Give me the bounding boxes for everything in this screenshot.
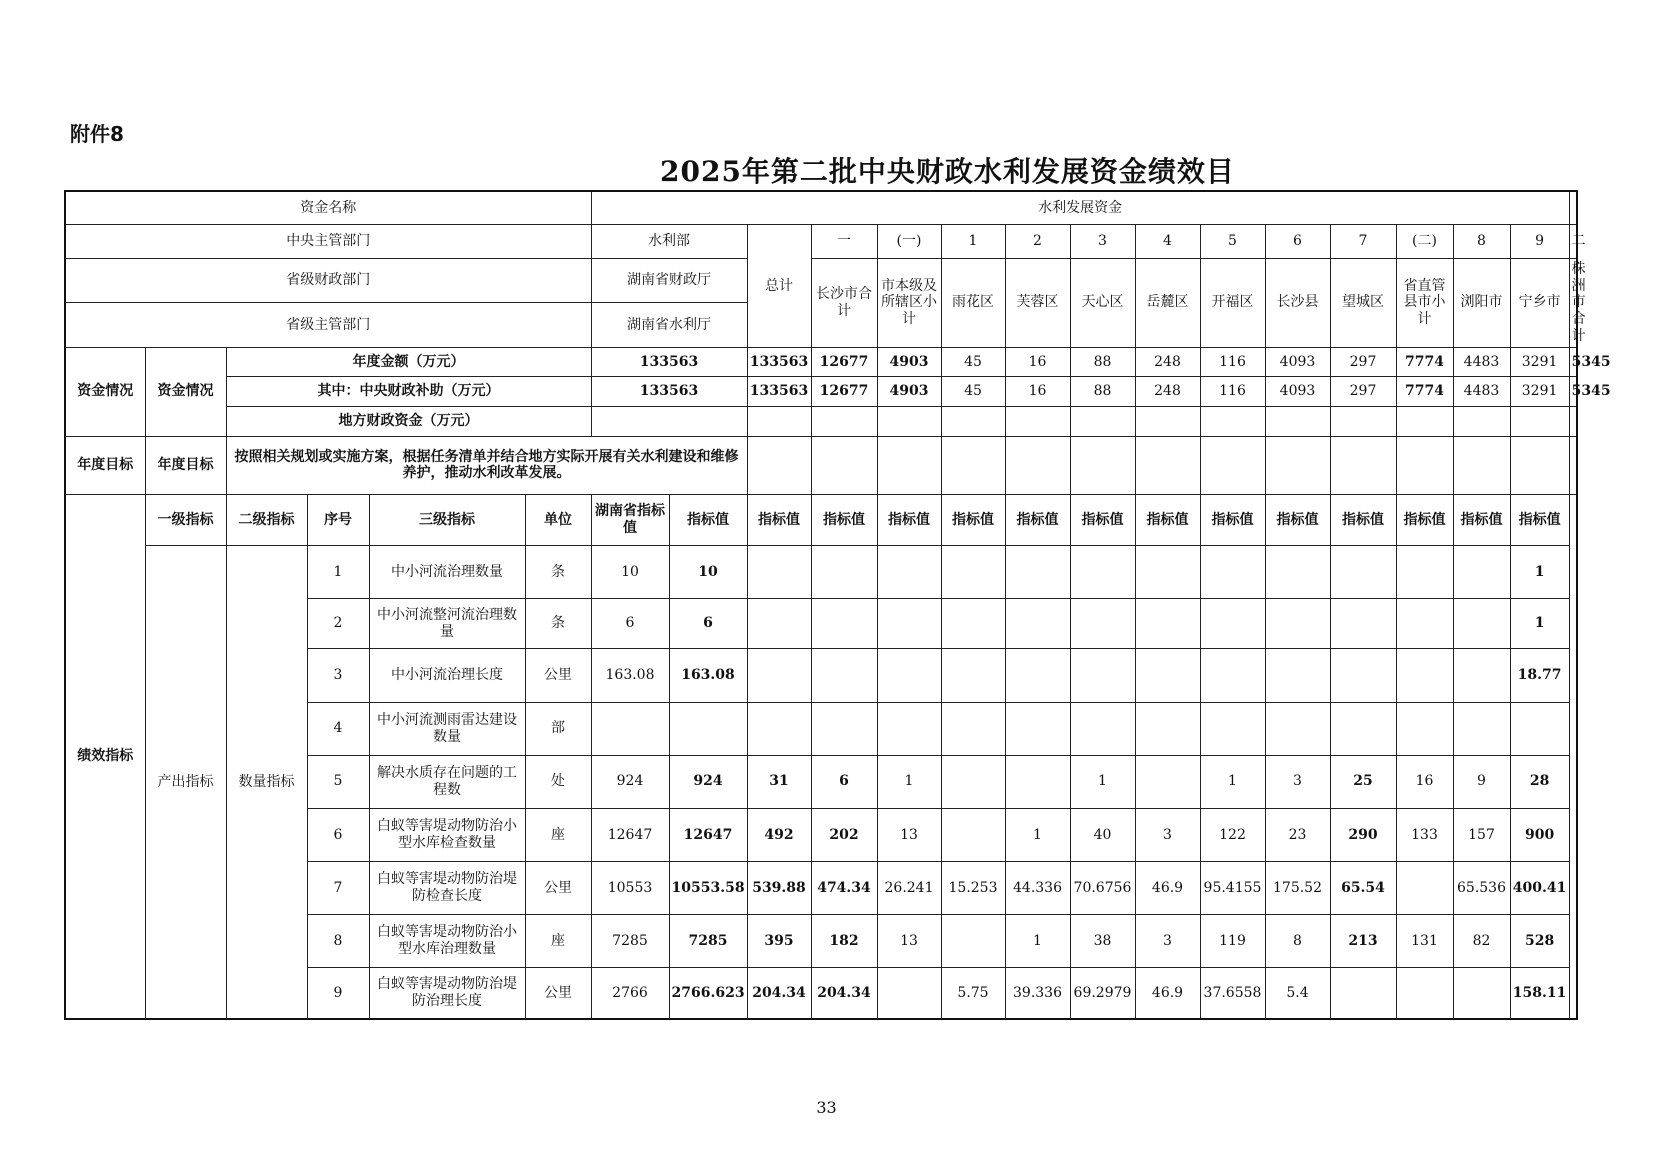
central-subsidy-value: 248	[1135, 377, 1200, 407]
indicator-total-value: 924	[669, 755, 747, 808]
indicator-value	[1070, 649, 1135, 702]
local-funds-total	[591, 407, 747, 437]
indicator-total-value: 10	[669, 546, 747, 599]
indicator-seq: 1	[307, 546, 369, 599]
annual-amount-value: 7774	[1396, 347, 1453, 377]
indicator-value	[1396, 649, 1453, 702]
central-subsidy-value: 16	[1005, 377, 1070, 407]
annual-goal-cell	[1135, 436, 1200, 494]
indicator-value	[1396, 702, 1453, 755]
indicator-value	[941, 649, 1005, 702]
indicator-value	[877, 546, 941, 599]
indicator-value	[1330, 599, 1396, 649]
prov-finance-value: 湖南省财政厅	[591, 258, 747, 302]
indicator-value: 18.77	[1510, 649, 1569, 702]
indicator-seq: 3	[307, 649, 369, 702]
indicator-value: 528	[1510, 915, 1569, 968]
indicator-hunan-value: 12647	[591, 808, 669, 861]
central-subsidy-value: 116	[1200, 377, 1265, 407]
annual-amount-sum: 133563	[747, 347, 811, 377]
indicator-seq: 8	[307, 915, 369, 968]
local-funds-sum	[747, 407, 811, 437]
indicator-value: 204.34	[747, 968, 811, 1019]
local-funds-value	[1396, 407, 1453, 437]
page-number: 33	[816, 1098, 837, 1117]
level1-value: 产出指标	[145, 546, 226, 1019]
annual-amount-value: 248	[1135, 347, 1200, 377]
annual-goal-cell	[1510, 436, 1569, 494]
fund-name-value: 水利发展资金	[591, 191, 1569, 225]
indicator-value: 9	[1453, 755, 1510, 808]
indicator-total-value: 163.08	[669, 649, 747, 702]
value-header: 指标值	[747, 495, 811, 546]
local-funds-value	[811, 407, 877, 437]
indicator-unit: 条	[525, 546, 591, 599]
indicator-unit: 座	[525, 915, 591, 968]
annual-goal-cell	[1200, 436, 1265, 494]
col-name: 株洲市合计	[1569, 258, 1577, 347]
indicator-value: 182	[811, 915, 877, 968]
fund-name-label: 资金名称	[65, 191, 591, 225]
indicator-value	[1005, 599, 1070, 649]
indicator-value: 38	[1070, 915, 1135, 968]
value-header: 指标值	[1396, 495, 1453, 546]
annual-goal-cell	[1265, 436, 1330, 494]
indicator-hunan-value: 163.08	[591, 649, 669, 702]
indicator-value	[811, 649, 877, 702]
local-funds-value	[1005, 407, 1070, 437]
indicator-value	[1200, 702, 1265, 755]
indicator-value	[1200, 649, 1265, 702]
annual-amount-value: 3291	[1510, 347, 1569, 377]
value-header: 指标值	[1005, 495, 1070, 546]
indicator-value	[1453, 546, 1510, 599]
col-name: 芙蓉区	[1005, 258, 1070, 347]
indicator-value: 39.336	[1005, 968, 1070, 1019]
indicator-value: 204.34	[811, 968, 877, 1019]
indicator-value: 13	[877, 808, 941, 861]
annual-amount-value: 12677	[811, 347, 877, 377]
value-header: 指标值	[811, 495, 877, 546]
indicator-total-value: 12647	[669, 808, 747, 861]
indicator-value	[877, 649, 941, 702]
annual-amount-value: 5345	[1569, 347, 1577, 377]
indicator-seq: 6	[307, 808, 369, 861]
indicator-value	[941, 755, 1005, 808]
indicator-value: 15.253	[941, 861, 1005, 914]
level3-header: 三级指标	[369, 495, 525, 546]
indicator-value: 131	[1396, 915, 1453, 968]
value-header: 指标值	[669, 495, 747, 546]
indicator-total-value	[669, 702, 747, 755]
indicator-unit: 公里	[525, 649, 591, 702]
local-funds-value	[1569, 407, 1577, 437]
indicator-total-value: 2766.623	[669, 968, 747, 1019]
indicator-unit: 条	[525, 599, 591, 649]
central-subsidy-total: 133563	[591, 377, 747, 407]
indicator-value	[1005, 546, 1070, 599]
indicator-value	[1005, 755, 1070, 808]
local-funds-value	[1265, 407, 1330, 437]
indicator-value: 400.41	[1510, 861, 1569, 914]
indicator-hunan-value: 6	[591, 599, 669, 649]
indicator-unit: 座	[525, 808, 591, 861]
indicator-value: 3	[1265, 755, 1330, 808]
col-code: 9	[1510, 225, 1569, 259]
indicator-value	[1070, 546, 1135, 599]
value-header: 指标值	[1510, 495, 1569, 546]
indicator-hunan-value: 7285	[591, 915, 669, 968]
col-code: 8	[1453, 225, 1510, 259]
indicator-value	[877, 702, 941, 755]
level2-value: 数量指标	[226, 546, 307, 1019]
indicator-value	[1135, 649, 1200, 702]
central-dept-label: 中央主管部门	[65, 225, 591, 259]
col-code: (二)	[1396, 225, 1453, 259]
central-dept-value: 水利部	[591, 225, 747, 259]
indicator-total-value: 6	[669, 599, 747, 649]
central-subsidy-value: 7774	[1396, 377, 1453, 407]
col-code: 5	[1200, 225, 1265, 259]
indicator-value: 158.11	[1510, 968, 1569, 1019]
indicator-hunan-value: 10553	[591, 861, 669, 914]
indicator-value	[1005, 649, 1070, 702]
annual-amount-value: 4093	[1265, 347, 1330, 377]
indicator-value	[1453, 599, 1510, 649]
indicator-value	[1005, 702, 1070, 755]
indicator-value: 900	[1510, 808, 1569, 861]
annual-goal-sublabel: 年度目标	[145, 436, 226, 494]
col-name: 宁乡市	[1510, 258, 1569, 347]
funds-group-label: 资金情况	[65, 347, 145, 436]
indicator-value	[941, 546, 1005, 599]
indicator-value	[747, 599, 811, 649]
indicator-seq: 2	[307, 599, 369, 649]
local-funds-value	[1330, 407, 1396, 437]
annual-amount-value: 116	[1200, 347, 1265, 377]
funds-subgroup-label: 资金情况	[145, 347, 226, 436]
indicator-value	[1070, 702, 1135, 755]
indicator-hunan-value: 2766	[591, 968, 669, 1019]
indicator-value: 3	[1135, 808, 1200, 861]
annual-amount-label: 年度金额（万元）	[226, 347, 591, 377]
indicator-value: 23	[1265, 808, 1330, 861]
indicator-value	[1070, 599, 1135, 649]
col-name: 浏阳市	[1453, 258, 1510, 347]
indicator-value: 1	[1005, 915, 1070, 968]
indicator-hunan-value	[591, 702, 669, 755]
central-subsidy-value: 5345	[1569, 377, 1577, 407]
indicator-value: 3	[1135, 915, 1200, 968]
performance-section-label: 绩效指标	[65, 495, 145, 1019]
prov-finance-label: 省级财政部门	[65, 258, 591, 302]
local-funds-value	[1070, 407, 1135, 437]
indicator-value: 122	[1200, 808, 1265, 861]
central-subsidy-value: 3291	[1510, 377, 1569, 407]
col-name: 长沙县	[1265, 258, 1330, 347]
local-funds-value	[1200, 407, 1265, 437]
indicator-value: 119	[1200, 915, 1265, 968]
col-code: 7	[1330, 225, 1396, 259]
central-subsidy-value: 4093	[1265, 377, 1330, 407]
col-name: 长沙市合计	[811, 258, 877, 347]
indicator-value: 8	[1265, 915, 1330, 968]
indicator-value	[747, 702, 811, 755]
indicator-value	[877, 599, 941, 649]
local-funds-value	[1453, 407, 1510, 437]
indicator-value	[1396, 968, 1453, 1019]
level2-header: 二级指标	[226, 495, 307, 546]
indicator-value: 95.4155	[1200, 861, 1265, 914]
indicator-value	[1453, 968, 1510, 1019]
indicator-name: 中小河流治理长度	[369, 649, 525, 702]
annual-amount-value: 45	[941, 347, 1005, 377]
central-subsidy-value: 4903	[877, 377, 941, 407]
value-header: 指标值	[1135, 495, 1200, 546]
col-name: 雨花区	[941, 258, 1005, 347]
attachment-label: 附件8	[70, 122, 124, 146]
value-header: 指标值	[1265, 495, 1330, 546]
annual-goal-cell	[877, 436, 941, 494]
value-header: 指标值	[941, 495, 1005, 546]
indicator-value	[1453, 702, 1510, 755]
indicator-value	[1330, 546, 1396, 599]
indicator-name: 白蚁等害堤动物防治小型水库检查数量	[369, 808, 525, 861]
central-subsidy-label: 其中：中央财政补助（万元）	[226, 377, 591, 407]
indicator-value: 26.241	[877, 861, 941, 914]
value-header: 指标值	[1330, 495, 1396, 546]
indicator-name: 中小河流测雨雷达建设数量	[369, 702, 525, 755]
indicator-unit: 处	[525, 755, 591, 808]
central-subsidy-sum: 133563	[747, 377, 811, 407]
indicator-value: 1	[1200, 755, 1265, 808]
indicator-value: 1	[1510, 546, 1569, 599]
indicator-value	[811, 702, 877, 755]
indicator-seq: 9	[307, 968, 369, 1019]
total-header: 总计	[747, 225, 811, 348]
local-funds-value	[877, 407, 941, 437]
indicator-value: 46.9	[1135, 861, 1200, 914]
indicator-value: 82	[1453, 915, 1510, 968]
value-header: 指标值	[1453, 495, 1510, 546]
indicator-value	[1200, 599, 1265, 649]
indicator-value: 133	[1396, 808, 1453, 861]
annual-goal-cell	[1453, 436, 1510, 494]
indicator-value	[1396, 861, 1453, 914]
col-name: 省直管县市小计	[1396, 258, 1453, 347]
indicator-value	[1396, 546, 1453, 599]
col-name: 市本级及所辖区小计	[877, 258, 941, 347]
value-header: 指标值	[877, 495, 941, 546]
annual-amount-value: 4483	[1453, 347, 1510, 377]
indicator-value	[1135, 755, 1200, 808]
indicator-value: 65.54	[1330, 861, 1396, 914]
indicator-value	[811, 546, 877, 599]
indicator-value	[1265, 702, 1330, 755]
annual-goal-cell	[1569, 436, 1577, 494]
indicator-value: 1	[1005, 808, 1070, 861]
annual-goal-sum	[747, 436, 811, 494]
indicator-hunan-value: 10	[591, 546, 669, 599]
annual-amount-value: 88	[1070, 347, 1135, 377]
col-code: 2	[1005, 225, 1070, 259]
local-funds-value	[941, 407, 1005, 437]
col-code: 二	[1569, 225, 1577, 259]
col-code: 6	[1265, 225, 1330, 259]
prov-dept-value: 湖南省水利厅	[591, 303, 747, 347]
prov-dept-label: 省级主管部门	[65, 303, 591, 347]
indicator-value	[941, 808, 1005, 861]
indicator-value: 290	[1330, 808, 1396, 861]
indicator-value	[1135, 702, 1200, 755]
annual-amount-value: 4903	[877, 347, 941, 377]
indicator-value	[1265, 649, 1330, 702]
col-code: 1	[941, 225, 1005, 259]
indicator-name: 解决水质存在问题的工程数	[369, 755, 525, 808]
col-code: 4	[1135, 225, 1200, 259]
indicator-unit: 公里	[525, 861, 591, 914]
indicator-row	[65, 546, 1577, 599]
indicator-value	[811, 599, 877, 649]
indicator-value	[1265, 546, 1330, 599]
indicator-value: 46.9	[1135, 968, 1200, 1019]
indicator-value: 31	[747, 755, 811, 808]
central-subsidy-value: 45	[941, 377, 1005, 407]
indicator-name: 白蚁等害堤动物防治堤防检查长度	[369, 861, 525, 914]
annual-amount-total: 133563	[591, 347, 747, 377]
indicator-name: 白蚁等害堤动物防治堤防治理长度	[369, 968, 525, 1019]
indicator-value: 28	[1510, 755, 1569, 808]
indicator-value	[941, 599, 1005, 649]
indicator-value: 6	[811, 755, 877, 808]
indicator-unit: 公里	[525, 968, 591, 1019]
annual-goal-cell	[1330, 436, 1396, 494]
indicator-seq: 5	[307, 755, 369, 808]
col-code: 3	[1070, 225, 1135, 259]
indicator-value: 65.536	[1453, 861, 1510, 914]
indicator-value	[747, 546, 811, 599]
indicator-total-value: 10553.58	[669, 861, 747, 914]
indicator-name: 白蚁等害堤动物防治小型水库治理数量	[369, 915, 525, 968]
annual-goal-label: 年度目标	[65, 436, 145, 494]
indicator-value	[1330, 649, 1396, 702]
annual-goal-cell	[1005, 436, 1070, 494]
annual-goal-text: 按照相关规划或实施方案，根据任务清单并结合地方实际开展有关水利建设和维修养护，推动水利改革发展。	[226, 436, 747, 494]
indicator-value: 213	[1330, 915, 1396, 968]
annual-goal-cell	[811, 436, 877, 494]
indicator-value: 474.34	[811, 861, 877, 914]
level1-header: 一级指标	[145, 495, 226, 546]
indicator-value: 157	[1453, 808, 1510, 861]
annual-goal-cell	[1070, 436, 1135, 494]
col-name: 岳麓区	[1135, 258, 1200, 347]
indicator-value: 175.52	[1265, 861, 1330, 914]
indicator-value: 16	[1396, 755, 1453, 808]
indicator-value: 5.4	[1265, 968, 1330, 1019]
indicator-value: 25	[1330, 755, 1396, 808]
local-funds-label: 地方财政资金（万元）	[226, 407, 591, 437]
indicator-value: 44.336	[1005, 861, 1070, 914]
indicator-value	[1330, 968, 1396, 1019]
document-title: 2025年第二批中央财政水利发展资金绩效目	[660, 155, 1235, 188]
indicator-value	[1510, 702, 1569, 755]
indicator-value: 492	[747, 808, 811, 861]
indicator-value	[941, 702, 1005, 755]
indicator-total-value: 7285	[669, 915, 747, 968]
indicator-value: 69.2979	[1070, 968, 1135, 1019]
annual-goal-cell	[941, 436, 1005, 494]
indicator-value: 13	[877, 915, 941, 968]
indicator-value: 5.75	[941, 968, 1005, 1019]
indicator-value: 395	[747, 915, 811, 968]
indicator-value	[1453, 649, 1510, 702]
indicator-value: 1	[1510, 599, 1569, 649]
seq-header: 序号	[307, 495, 369, 546]
indicator-value: 1	[877, 755, 941, 808]
local-funds-value	[1135, 407, 1200, 437]
indicator-value	[1200, 546, 1265, 599]
central-subsidy-value: 297	[1330, 377, 1396, 407]
indicator-value	[1396, 599, 1453, 649]
indicator-value: 539.88	[747, 861, 811, 914]
indicator-value: 202	[811, 808, 877, 861]
col-code: 一	[811, 225, 877, 259]
indicator-name: 中小河流整河流治理数量	[369, 599, 525, 649]
indicator-value: 1	[1070, 755, 1135, 808]
value-header: 指标值	[1070, 495, 1135, 546]
annual-amount-value: 16	[1005, 347, 1070, 377]
annual-goal-cell	[1396, 436, 1453, 494]
performance-table	[64, 190, 1611, 1020]
indicator-value	[747, 649, 811, 702]
annual-amount-value: 297	[1330, 347, 1396, 377]
indicator-value: 70.6756	[1070, 861, 1135, 914]
indicator-value: 37.6558	[1200, 968, 1265, 1019]
indicator-value: 40	[1070, 808, 1135, 861]
central-subsidy-value: 88	[1070, 377, 1135, 407]
indicator-value	[1135, 599, 1200, 649]
central-subsidy-value: 4483	[1453, 377, 1510, 407]
indicator-seq: 4	[307, 702, 369, 755]
indicator-seq: 7	[307, 861, 369, 914]
indicator-value	[941, 915, 1005, 968]
local-funds-value	[1510, 407, 1569, 437]
indicator-value	[1265, 599, 1330, 649]
indicator-unit: 部	[525, 702, 591, 755]
indicator-value	[1135, 546, 1200, 599]
col-code: (一)	[877, 225, 941, 259]
central-subsidy-value: 12677	[811, 377, 877, 407]
col-name: 望城区	[1330, 258, 1396, 347]
indicator-value	[1330, 702, 1396, 755]
col-name: 天心区	[1070, 258, 1135, 347]
indicator-value	[877, 968, 941, 1019]
value-header: 指标值	[1200, 495, 1265, 546]
indicator-name: 中小河流治理数量	[369, 546, 525, 599]
unit-header: 单位	[525, 495, 591, 546]
hunan-value-header: 湖南省指标值	[591, 495, 669, 546]
col-name: 开福区	[1200, 258, 1265, 347]
indicator-hunan-value: 924	[591, 755, 669, 808]
